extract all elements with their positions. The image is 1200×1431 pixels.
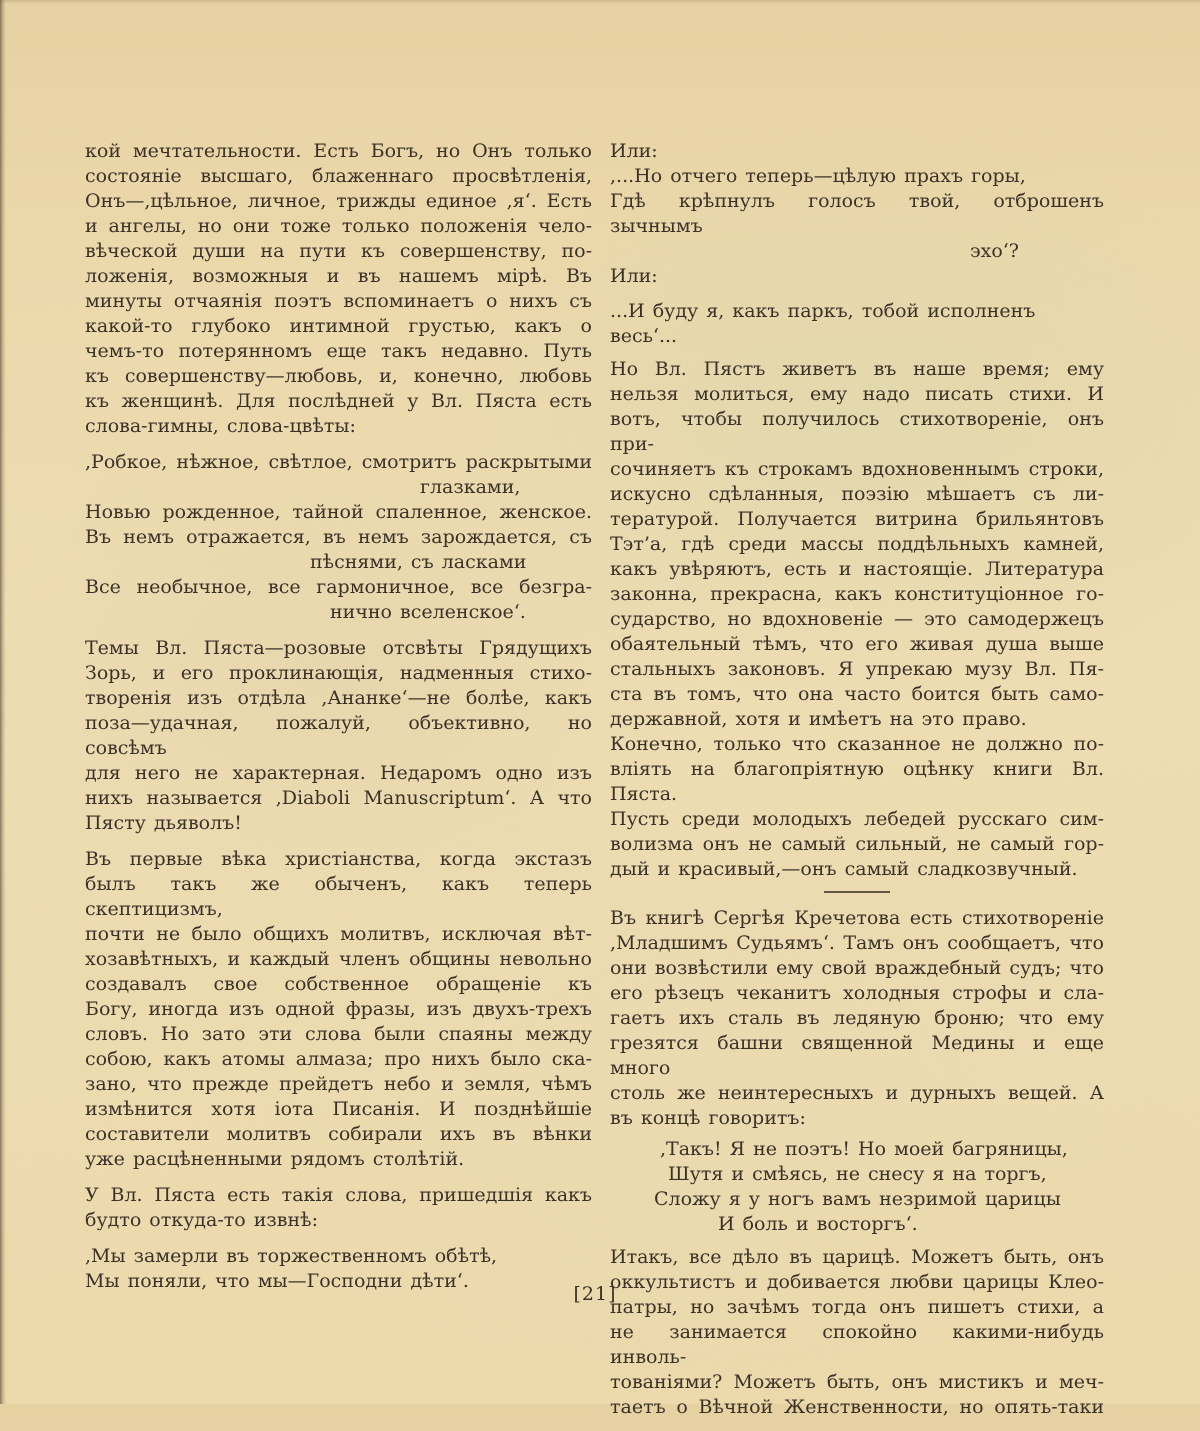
text-line: сударство, но вдохновеніе — это самодержецъ bbox=[610, 608, 1104, 630]
paragraph bbox=[610, 1245, 1104, 1420]
text-line: стальныхъ законовъ. Я упрекаю музу Вл. Пя- bbox=[610, 658, 1104, 680]
text-line: Зорь, и его проклинающія, надменныя стихо- bbox=[85, 662, 592, 684]
text-line: собою, какъ атомы алмаза; про нихъ было ска- bbox=[85, 1048, 592, 1070]
paragraph bbox=[85, 847, 592, 1172]
text-line: состояніе высшаго, блаженнаго просвѣтленія, bbox=[85, 165, 592, 187]
text-line: Конечно, только что сказанное не должно по- bbox=[610, 733, 1104, 755]
section-divider bbox=[824, 891, 890, 893]
text-line: зано, что прежде прейдетъ небо и земля, чѣмъ bbox=[85, 1073, 592, 1095]
text-line: Но Вл. Пястъ живетъ въ наше время; ему bbox=[610, 358, 1104, 380]
text-line: хозавѣтныхъ, и каждый членъ общины невольно bbox=[85, 948, 592, 970]
text-line: почти не было общихъ молитвъ, исключая вѣт- bbox=[85, 923, 592, 945]
text-line: уже расцѣненными рядомъ столѣтій. bbox=[85, 1148, 465, 1170]
text-line: Или: bbox=[610, 140, 658, 162]
text-line: Гдѣ крѣпнулъ голосъ твой, отброшенъ зычнымъ bbox=[610, 190, 1104, 237]
text-line: законна, прекрасна, какъ конституціонное го- bbox=[610, 583, 1104, 605]
scan-edge-shadow-top bbox=[0, 0, 1200, 4]
text-line: гаетъ ихъ сталь въ ледяную броню; что ему bbox=[610, 1007, 1104, 1029]
page-number: [21] bbox=[573, 1283, 617, 1305]
text-line: Новью рожденное, тайной спаленное, женское. bbox=[85, 501, 592, 523]
paragraph bbox=[85, 139, 592, 439]
text-line: ,Робкое, нѣжное, свѣтлое, смотритъ раскрытыми bbox=[85, 451, 592, 473]
text-line: сочиняетъ къ строкамъ вдохновеннымъ строки, bbox=[610, 458, 1104, 480]
text-line: Пусть среди молодыхъ лебедей русскаго сим- bbox=[610, 808, 1104, 830]
paragraph bbox=[610, 357, 1104, 882]
verse-block bbox=[610, 164, 1104, 264]
text-line: и ангелы, но они тоже только положенія чело- bbox=[85, 215, 592, 237]
text-line: къ женщинѣ. Для послѣдней у Вл. Пяста есть bbox=[85, 390, 592, 412]
text-line: эхо‘? bbox=[969, 240, 1019, 262]
text-line: какой-то глубоко интимной грустью, какъ о bbox=[85, 315, 592, 337]
text-line: ...И буду я, какъ паркъ, тобой исполненъ весь‘... bbox=[610, 300, 1036, 347]
text-line: будто откуда-то извнѣ: bbox=[85, 1209, 318, 1231]
text-line: пѣснями, съ ласками bbox=[310, 551, 527, 573]
text-line: патры, но зачѣмъ тогда онъ пишетъ стихи, а bbox=[610, 1296, 1104, 1318]
text-line: Шутя и смѣясь, не снесу я на торгъ, bbox=[668, 1163, 1047, 1185]
text-line: грезятся башни священной Медины и еще много bbox=[610, 1032, 1104, 1079]
text-line: И боль и восторгъ‘. bbox=[718, 1213, 918, 1235]
text-line: Богу, иногда изъ одной фразы, изъ двухъ-трехъ bbox=[85, 998, 592, 1020]
text-line: не занимается спокойно какими-нибудь инволь- bbox=[610, 1321, 1104, 1368]
text-line: Темы Вл. Пяста—розовые отсвѣты Грядущихъ bbox=[85, 637, 592, 659]
text-line: Въ немъ отражается, въ немъ зарождается, съ bbox=[85, 526, 592, 548]
text-line: столь же неинтересныхъ и дурныхъ вещей. А bbox=[610, 1082, 1104, 1104]
text-line: державной, хотя и имѣетъ на это право. bbox=[610, 708, 1027, 730]
text-line: тературой. Получается витрина брильянтовъ bbox=[610, 508, 1104, 530]
text-line: какъ увѣряютъ, есть и настоящіе. Литература bbox=[610, 558, 1104, 580]
verse-block bbox=[610, 1137, 1104, 1237]
text-line: словъ. Но зато эти слова были спаяны между bbox=[85, 1023, 592, 1045]
verse-block bbox=[85, 450, 592, 625]
text-line: У Вл. Пяста есть такія слова, пришедшія какъ bbox=[85, 1184, 592, 1206]
text-line: глазками, bbox=[420, 476, 521, 498]
text-line: для него не характерная. Недаромъ одно изъ bbox=[85, 762, 592, 784]
text-line: его рѣзецъ чеканитъ холодныя строфы и сла- bbox=[610, 982, 1104, 1004]
paragraph bbox=[85, 1183, 592, 1233]
text-line: Въ первые вѣка христіанства, когда экстазъ bbox=[85, 848, 592, 870]
text-line: былъ такъ же обыченъ, какъ теперь скептицизмъ, bbox=[85, 873, 592, 920]
text-line: кой мечтательности. Есть Богъ, но Онъ только bbox=[85, 140, 592, 162]
text-line: волизма онъ не самый сильный, не самый гор- bbox=[610, 833, 1104, 855]
text-line: таетъ о Вѣчной Женственности, но опять-таки bbox=[610, 1396, 1104, 1418]
text-line: Въ книгѣ Сергѣя Кречетова есть стихотвореніе bbox=[610, 907, 1104, 929]
right-column bbox=[610, 139, 1104, 1431]
text-line: нельзя молиться, ему надо писать стихи. И bbox=[610, 383, 1104, 405]
text-line: Тэт’а, гдѣ среди массы поддѣльныхъ камней, bbox=[610, 533, 1104, 555]
text-line: измѣнится хотя іота Писанія. И позднѣйшіе bbox=[85, 1098, 592, 1120]
text-line: нично вселенское‘. bbox=[330, 601, 526, 623]
text-line: въ концѣ говоритъ: bbox=[610, 1107, 806, 1129]
text-line: Мы поняли, что мы—Господни дѣти‘. bbox=[85, 1270, 469, 1292]
text-line: вліять на благопріятную оцѣнку книги Вл. Пяста. bbox=[610, 758, 1104, 805]
text-line: чемъ-то потерянномъ еще такъ недавно. Путь bbox=[85, 340, 592, 362]
text-line: творенія изъ отдѣла ,Ананке‘—не болѣе, какъ bbox=[85, 687, 592, 709]
text-line: поза—удачная, пожалуй, объективно, но совсѣмъ bbox=[85, 712, 592, 759]
text-line: минуты отчаянія поэтъ вспоминаетъ о нихъ съ bbox=[85, 290, 592, 312]
text-line: Сложу я у ногъ вамъ незримой царицы bbox=[654, 1188, 1061, 1210]
text-line: слова-гимны, слова-цвѣты: bbox=[85, 415, 356, 437]
paragraph bbox=[610, 264, 1104, 289]
text-line: ложенія, возможныя и въ нашемъ мірѣ. Въ bbox=[85, 265, 592, 287]
text-line: Итакъ, все дѣло въ царицѣ. Можетъ быть, онъ bbox=[610, 1246, 1104, 1268]
text-line: Все необычное, все гармоничное, все безгра- bbox=[85, 576, 592, 598]
text-line: ,Младшимъ Судьямъ‘. Тамъ онъ сообщаетъ, что bbox=[610, 932, 1104, 954]
text-line: ,...Но отчего теперь—цѣлую прахъ горы, bbox=[610, 165, 1026, 187]
text-line: оккультистъ и добивается любви царицы Клео- bbox=[610, 1271, 1104, 1293]
text-line: вѣческой души на пути къ совершенству, по- bbox=[85, 240, 592, 262]
paragraph bbox=[610, 139, 1104, 164]
text-line: ,Такъ! Я не поэтъ! Но моей багряницы, bbox=[660, 1138, 1068, 1160]
left-column bbox=[85, 139, 592, 1305]
text-line: Или: bbox=[610, 265, 658, 287]
text-line: ста въ томъ, что она часто боится быть само- bbox=[610, 683, 1104, 705]
text-line: составители молитвъ собирали ихъ въ вѣнки bbox=[85, 1123, 592, 1145]
text-line: Онъ—,цѣльное, личное, трижды единое ,я‘. Есть bbox=[85, 190, 592, 212]
text-line: ,Мы замерли въ торжественномъ обѣтѣ, bbox=[85, 1245, 498, 1267]
paragraph bbox=[610, 906, 1104, 1131]
verse-block bbox=[610, 299, 1104, 349]
scan-edge-shadow bbox=[0, 0, 6, 1404]
text-line: къ совершенству—любовь, и, конечно, любовь bbox=[85, 365, 592, 387]
paragraph bbox=[85, 636, 592, 836]
text-line: вотъ, чтобы получилось стихотвореніе, онъ при- bbox=[610, 408, 1104, 455]
text-line: они возвѣстили ему свой враждебный судъ; что bbox=[610, 957, 1104, 979]
text-line: искусно сдѣланныя, поэзію мѣшаетъ съ ли- bbox=[610, 483, 1104, 505]
text-line: нихъ называется ,Diaboli Manuscriptum‘. А что bbox=[85, 787, 592, 809]
text-line: дый и красивый,—онъ самый сладкозвучный. bbox=[610, 858, 1078, 880]
text-line: Пясту дьяволъ! bbox=[85, 812, 242, 834]
text-line: обаятельный тѣмъ, что его живая душа выше bbox=[610, 633, 1104, 655]
text-line: тованіями? Можетъ быть, онъ мистикъ и меч- bbox=[610, 1371, 1104, 1393]
text-line: создавалъ свое собственное обращеніе къ bbox=[85, 973, 592, 995]
